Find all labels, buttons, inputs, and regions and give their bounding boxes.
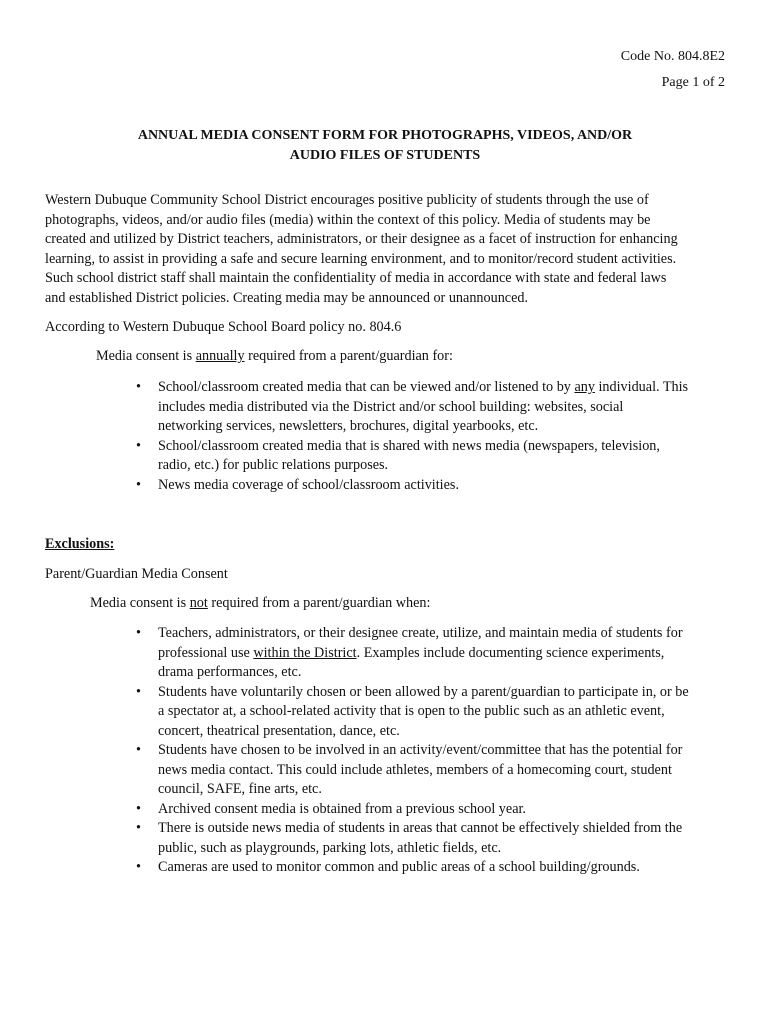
list-item (136, 819, 738, 858)
consent-not-required-statement (90, 594, 430, 614)
list-item (136, 800, 738, 820)
list-emphasis: within the District (253, 644, 357, 661)
list-item-line: news media contact. This could include athletes, members of a homecoming court, student (158, 761, 672, 778)
consent-text: Media consent is (90, 595, 190, 611)
intro-line: created and utilized by District teachers, administrators, or their designee as a facet of instruction for enhancing (45, 231, 678, 247)
list-item-line: includes media distributed via the District and/or school building: websites, social (158, 398, 624, 415)
intro-line: Such school district staff shall maintain the confidentiality of media in accordance with state and federal laws (45, 270, 667, 286)
bullet-icon: • (136, 683, 141, 700)
bullet-icon: • (136, 859, 141, 875)
parent-consent-heading: Parent/Guardian Media Consent (45, 566, 228, 582)
list-emphasis: any (574, 379, 595, 395)
bullet-icon: • (136, 800, 141, 817)
list-text: School/classroom created media that can be viewed and/or listened to by (158, 379, 575, 395)
consent-text: Media consent is (96, 348, 196, 364)
policy-reference: According to Western Dubuque School Board policy no. 804.6 (45, 319, 402, 335)
list-item-line (158, 378, 738, 398)
bullet-icon: • (136, 476, 141, 493)
list-item-line: networking services, newsletters, brochures, digital yearbooks, etc. (158, 418, 539, 434)
list-item-line: public, such as playgrounds, parking lots, athletic fields, etc. (158, 839, 502, 856)
consent-required-list (136, 378, 738, 495)
bullet-icon: • (136, 742, 141, 758)
list-item (136, 378, 738, 437)
list-item-line: Cameras are used to monitor common and public areas of a school building/grounds. (158, 859, 640, 875)
list-item (136, 437, 738, 476)
list-item (136, 624, 738, 683)
list-item (136, 858, 738, 878)
list-item-line: Archived consent media is obtained from a previous school year. (158, 800, 526, 817)
consent-emphasis: annually (195, 348, 245, 364)
intro-line: Western Dubuque Community School District encourages positive publicity of students through the use of (45, 192, 649, 208)
list-item-line (158, 644, 738, 664)
bullet-icon: • (136, 379, 141, 395)
list-item-line: concert, theatrical presentation, dance, etc. (158, 722, 400, 739)
consent-text: required from a parent/guardian when: (207, 595, 431, 611)
title-line-1: ANNUAL MEDIA CONSENT FORM FOR PHOTOGRAPHS, VIDEOS, AND/OR (137, 128, 633, 143)
list-item-line: School/classroom created media that is shared with news media (newspapers, television, (158, 437, 660, 454)
list-item (136, 683, 738, 742)
intro-paragraph (45, 191, 730, 308)
list-item (136, 476, 738, 496)
consent-emphasis: not (189, 595, 208, 611)
bullet-icon: • (136, 437, 141, 454)
list-item-line: News media coverage of school/classroom activities. (158, 476, 459, 493)
list-item-line: council, SAFE, fine arts, etc. (158, 781, 322, 797)
document-title (0, 126, 770, 166)
page-number: Page 1 of 2 (661, 75, 725, 90)
title-line-2: AUDIO FILES OF STUDENTS (289, 148, 481, 163)
list-item-line: Teachers, administrators, or their designee create, utilize, and maintain media of students for (158, 625, 683, 641)
list-text: professional use (158, 644, 254, 661)
list-item-line: Students have chosen to be involved in an activity/event/committee that has the potential for (158, 742, 683, 758)
intro-line: photographs, videos, and/or audio files (media) within the context of this policy. Media of students may be (45, 211, 651, 228)
code-number: Code No. 804.8E2 (620, 49, 725, 64)
intro-line: learning, to assist in providing a safe and secure learning environment, and to monitor/record student activities. (45, 250, 677, 267)
list-text: individual. This (594, 379, 689, 395)
bullet-icon: • (136, 625, 141, 641)
list-item-line: There is outside news media of students in areas that cannot be effectively shielded from the (158, 820, 683, 836)
list-item (136, 741, 738, 800)
exclusions-list (136, 624, 738, 878)
exclusions-heading: Exclusions: (45, 536, 115, 552)
bullet-icon: • (136, 820, 141, 836)
list-text: . Examples include documenting science experiments, (356, 644, 665, 661)
list-item-line: Students have voluntarily chosen or been allowed by a parent/guardian to participate in, or be (158, 683, 689, 700)
list-item-line: a spectator at, a school-related activity that is open to the public such as an athletic event, (158, 703, 665, 719)
consent-required-statement (96, 347, 453, 367)
intro-line: and established District policies. Creating media may be announced or unannounced. (45, 289, 529, 306)
list-item-line: drama performances, etc. (158, 664, 302, 680)
consent-text: required from a parent/guardian for: (244, 348, 453, 364)
list-item-line: radio, etc.) for public relations purposes. (158, 457, 389, 473)
